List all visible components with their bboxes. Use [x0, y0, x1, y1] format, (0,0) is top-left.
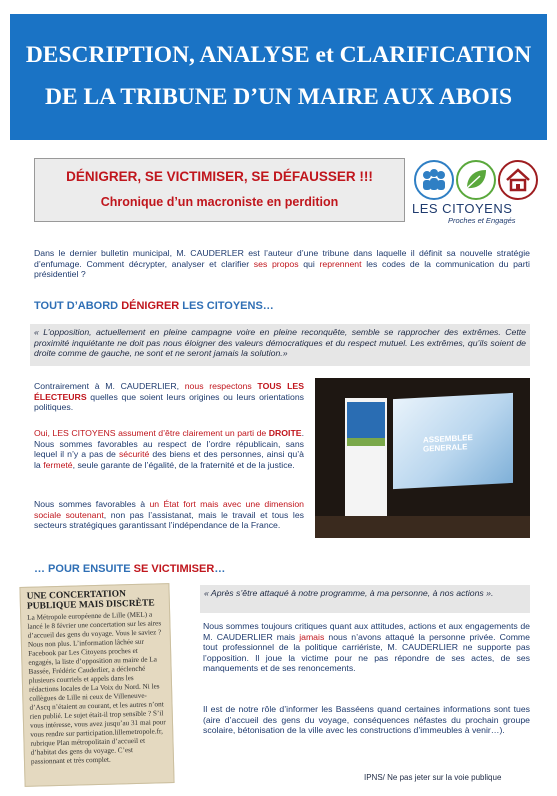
- title-line-2: DE LA TRIBUNE D’UN MAIRE AUX ABOIS: [44, 84, 513, 110]
- house-icon: [498, 160, 538, 200]
- paragraph-respect: Contrairement à M. CAUDERLIER, nous respectons TOUS LES ÉLECTEURS quelles que soient leurs origines ou leurs orientations politiques.: [34, 381, 304, 412]
- logo-name: LES CITOYENS: [412, 201, 513, 216]
- footer-note: IPNS/ Ne pas jeter sur la voie publique: [364, 773, 502, 782]
- subtitle-box: [34, 158, 405, 222]
- clipping-title: UNE CONCERTATION PUBLIQUE MAIS DISCRÈTE: [26, 589, 155, 612]
- paragraph-critiques: Nous sommes toujours critiques quant aux attitudes, actions et aux engagements de M. CAUDERLIER mais jamais nous n’avons attaqué la personne privée. Comme tout professionnel de la politique carriériste, M. CAUDERLIER ne supporte pas l’opposition. Il joue la victime pour ne pas répondre de ses actes, de ses manquements et de ses renoncements.: [203, 621, 530, 673]
- title-line-1: DESCRIPTION, ANALYSE et CLARIFICATION: [25, 42, 532, 68]
- paragraph-informer: Il est de notre rôle d’informer les Basséens quand certaines informations sont tues (aire d’accueil des gens du voyage, conséquences néfastes du prochain groupe scolaire, bétonisation de la ville avec les constructions d’immeubles à venir…).: [203, 704, 530, 735]
- section-heading-denigrer: TOUT D’ABORD DÉNIGRER LES CITOYENS…: [34, 300, 274, 312]
- leaf-icon: [456, 160, 496, 200]
- section-heading-victimiser: … POUR ENSUITE SE VICTIMISER…: [34, 563, 226, 575]
- title-banner: [10, 14, 547, 140]
- mayor-quote-1: « L’opposition, actuellement en pleine campagne voire en pleine reconquête, semble se rapprocher des extrêmes. Cette proximité inquiétante ne doit pas nous éloigner des valeurs démocratiques et du respect mutuel. Les extrêmes, qu’ils soient de droite comme de gauche, ne sont et ne seront jamais la solution.»: [30, 324, 530, 366]
- party-banner: [345, 398, 387, 528]
- newspaper-clipping: [19, 583, 174, 787]
- screen-text: ASSEMBLEE GENERALE: [423, 432, 473, 454]
- projection-screen: [393, 393, 513, 489]
- subtitle-line-2: Chronique d’un macroniste en perdition: [100, 195, 339, 209]
- mayor-quote-2: « Après s’être attaqué à notre programme, à ma personne, à nos actions ».: [200, 585, 530, 613]
- paragraph-etat-fort: Nous sommes favorables à un État fort mais avec une dimension sociale soutenant, non pas l’assistanat, mais le travail et tous les secteurs stratégiques garantissant l’indépendance de la France.: [34, 499, 304, 530]
- people-icon: [414, 160, 454, 200]
- intro-paragraph: Dans le dernier bulletin municipal, M. CAUDERLER est l’auteur d’une tribune dans laquelle il définit sa nouvelle stratégie d’enfumage. Comment décrypter, analyser et clarifier ses propos qui reprennent les codes de la communication du parti présidentiel ?: [34, 248, 530, 279]
- meeting-photo: [315, 378, 530, 538]
- logo-tagline: Proches et Engagés: [448, 216, 516, 225]
- subtitle-line-1: DÉNIGRER, SE VICTIMISER, SE DÉFAUSSER !!!: [66, 169, 373, 184]
- clipping-body: La Métropole européenne de Lille (MEL) a lancé le 8 février une concertation sur les aires d’accueil des gens du voyage. Vous le saviez ? Nous non plus. L’information lâchée sur Facebook par Les Citoyens proches et engagés, la liste d’opposition au maire de La Bassée, Frédéric Cauderlier, a déclenché plusieurs courriels et appels dans les rédactions locales de La Voix du Nord. Ni les collègues de Lille ni ceux de Villeneuve-d’Ascq n’étaient au courant, et les autres n’ont rien publié. Le sujet était-il trop sensible ? S’il vous intéresse, vous avez jusqu’au 31 mai pour vous rendre sur participation.lillemetropole.fr, rubrique Plan métropolitain d’accueil et d’habitat des gens du voyage. C’est passionnant et très complet.: [27, 610, 166, 766]
- paragraph-droite: Oui, LES CITOYENS assument d’être clairement un parti de DROITE. Nous sommes favorables au respect de l’ordre républicain, sans lequel il n’y a pas de sécurité des biens et des personnes, ainsi qu’à la fermeté, seule garante de l’égalité, de la fraternité et de la justice.: [34, 428, 304, 470]
- les-citoyens-logo: [412, 158, 542, 226]
